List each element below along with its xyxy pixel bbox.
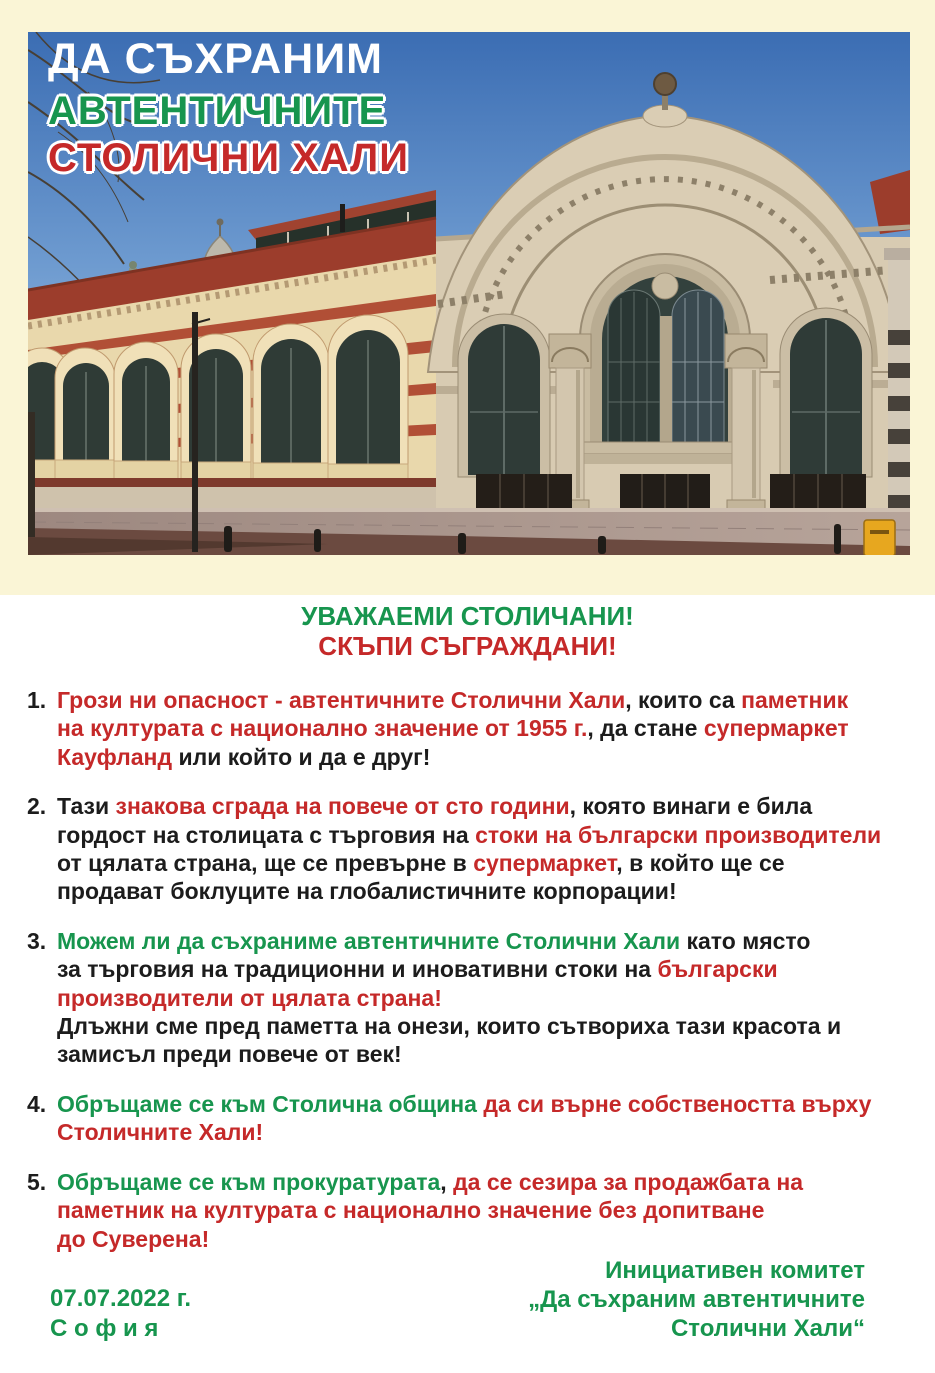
point-number: 4. (27, 1090, 47, 1117)
text-segment: като място (680, 927, 811, 954)
hero-title (48, 35, 409, 185)
text-segment: Кауфланд (57, 743, 179, 770)
post-box (864, 520, 895, 555)
text-segment: от цялата страна, ще се превърне в (57, 850, 474, 877)
city-text: С о ф и я (50, 1315, 159, 1342)
point-item (27, 686, 917, 771)
text-segment: Тази (57, 793, 116, 820)
committee-line: „Да съхраним автентичните (528, 1286, 865, 1313)
text-segment: Грози ни опасност - автентичните Столични Хали (57, 687, 626, 713)
text-segment: замисъл преди повече от век! (57, 1041, 402, 1068)
hero-title-line-1: ДА СЪХРАНИМ (48, 35, 383, 83)
footer-date-block (50, 1284, 191, 1344)
point-item (27, 1090, 917, 1147)
committee-block (528, 1256, 865, 1343)
text-segment: продават боклуците на глобалистичните корпорации! (57, 878, 677, 905)
text-segment: Можем ли да съхраниме автентичните Столични Хали (57, 927, 681, 954)
committee-line: Инициативен комитет (605, 1257, 865, 1284)
text-segment: , (440, 1168, 454, 1195)
point-number: 5. (27, 1168, 47, 1195)
text-segment: Обръщаме се към прокуратурата (57, 1168, 441, 1195)
point-item (27, 792, 917, 906)
point-number: 1. (27, 687, 47, 713)
text-segment: знакова сграда на повече от сто години (115, 793, 570, 820)
point-item (27, 1168, 917, 1253)
point-item (27, 927, 917, 1069)
greeting-line-2: СКЪПИ СЪГРАЖДАНИ! (318, 631, 617, 661)
point-number: 3. (27, 927, 47, 954)
text-segment: Столичните Хали! (57, 1119, 264, 1146)
text-segment: супермаркет (473, 850, 617, 877)
text-segment: супермаркет (703, 715, 849, 742)
text-segment: паметник на културата с национално значение без допитване (57, 1197, 765, 1224)
text-segment: до Суверена! (57, 1225, 210, 1252)
committee-line: Столични Хали“ (670, 1315, 865, 1342)
date-text: 07.07.2022 г. (50, 1285, 192, 1312)
text-segment: за търговия на традиционни и иновативни стоки на (57, 956, 658, 983)
text-segment: български (657, 956, 778, 983)
point-number: 2. (27, 793, 47, 820)
points-list (27, 686, 917, 1253)
text-segment: стоки на български производители (475, 821, 882, 848)
text-segment: Длъжни сме пред паметта на онези, които сътвориха тази красота и (57, 1013, 842, 1040)
hero-section (0, 0, 935, 595)
hero-title-line-3: СТОЛИЧНИ ХАЛИ (48, 136, 409, 180)
text-segment: да си върне собствеността върху (483, 1090, 872, 1117)
text-segment: да се сезира за продажбата на (453, 1168, 804, 1195)
text-segment: или който и да е друг! (178, 743, 431, 770)
text-segment: , която винаги е била (569, 793, 813, 820)
text-segment: , да стане (587, 715, 704, 742)
text-segment: на културата с национално значение от 1955 г. (57, 715, 588, 742)
text-segment: паметник (741, 687, 849, 713)
content-section (0, 598, 935, 1274)
text-segment: гордост на столицата с търговия на (57, 821, 476, 848)
text-segment: производители от цялата страна! (57, 984, 442, 1011)
greeting-line-1: УВАЖАЕМИ СТОЛИЧАНИ! (301, 601, 634, 631)
text-segment: Обръщаме се към Столична община (57, 1090, 484, 1117)
hero-title-line-2: АВТЕНТИЧНИТЕ (48, 89, 387, 133)
text-segment: , които са (625, 687, 742, 713)
text-segment: , в който ще се (616, 850, 785, 877)
